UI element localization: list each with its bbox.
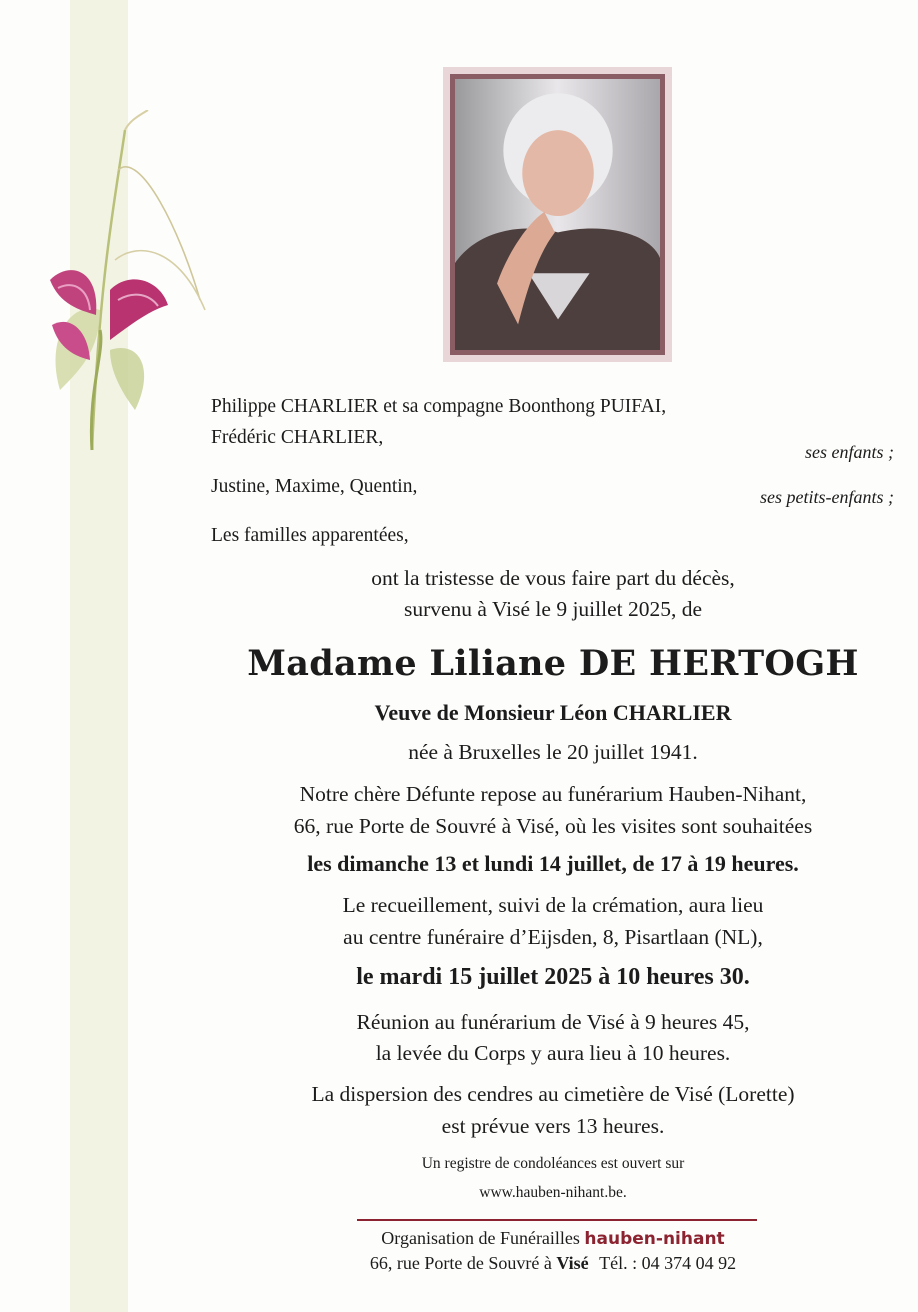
- visitation-dates: les dimanche 13 et lundi 14 juillet, de 17 à 19 heures.: [307, 851, 799, 876]
- footer-org-label: Organisation de Funérailles: [381, 1228, 580, 1248]
- ceremony-line-1: Le recueillement, suivi de la crémation, aura lieu: [342, 893, 764, 917]
- ashes-line-1: La dispersion des cendres au cimetière de Visé (Lorette): [311, 1082, 795, 1106]
- brand-logo: hauben-nihant: [584, 1229, 725, 1249]
- portrait-photo: [455, 79, 660, 350]
- ceremony-line-2: au centre funéraire d’Eijsden, 8, Pisartlaan (NL),: [343, 925, 763, 949]
- ceremony-date: le mardi 15 juillet 2025 à 10 heures 30.: [356, 964, 750, 990]
- family-line-children-1: Philippe CHARLIER et sa compagne Boonthong PUIFAI,: [211, 396, 667, 417]
- footer-divider: [357, 1219, 757, 1221]
- calla-lily-illustration: [30, 110, 220, 470]
- announcement-line-2: survenu à Visé le 9 juillet 2025, de: [403, 597, 703, 621]
- relation-children: ses enfants ;: [805, 442, 894, 462]
- deceased-name: Madame Liliane DE HERTOGH: [247, 643, 859, 684]
- footer-city: Visé: [556, 1253, 589, 1273]
- footer-address: [200, 1253, 906, 1274]
- gathering-line-1: Réunion au funérarium de Visé à 9 heures 45,: [356, 1010, 750, 1034]
- family-line-grandchildren: Justine, Maxime, Quentin,: [211, 476, 418, 497]
- announcement-line-1: ont la tristesse de vous faire part du décès,: [371, 566, 735, 590]
- register-website[interactable]: www.hauben-nihant.be.: [479, 1184, 627, 1201]
- footer-address-street: 66, rue Porte de Souvré à: [369, 1253, 552, 1273]
- register-line: Un registre de condoléances est ouvert sur: [421, 1155, 685, 1172]
- widow-of: Veuve de Monsieur Léon CHARLIER: [374, 700, 732, 725]
- footer-phone: Tél. : 04 374 04 92: [599, 1253, 737, 1273]
- family-line-relatives: Les familles apparentées,: [211, 525, 409, 546]
- visitation-line-2: 66, rue Porte de Souvré à Visé, où les visites sont souhaitées: [293, 814, 813, 838]
- ashes-line-2: est prévue vers 13 heures.: [441, 1114, 665, 1138]
- visitation-line-1: Notre chère Défunte repose au funérarium Hauben-Nihant,: [299, 782, 807, 806]
- relation-grandchildren: ses petits-enfants ;: [760, 487, 894, 507]
- footer-organisation: [200, 1228, 906, 1249]
- gathering-line-2: la levée du Corps y aura lieu à 10 heures.: [375, 1041, 731, 1065]
- family-line-children-2: Frédéric CHARLIER,: [211, 427, 384, 448]
- birth-info: née à Bruxelles le 20 juillet 1941.: [408, 740, 698, 764]
- portrait-frame: [443, 67, 672, 362]
